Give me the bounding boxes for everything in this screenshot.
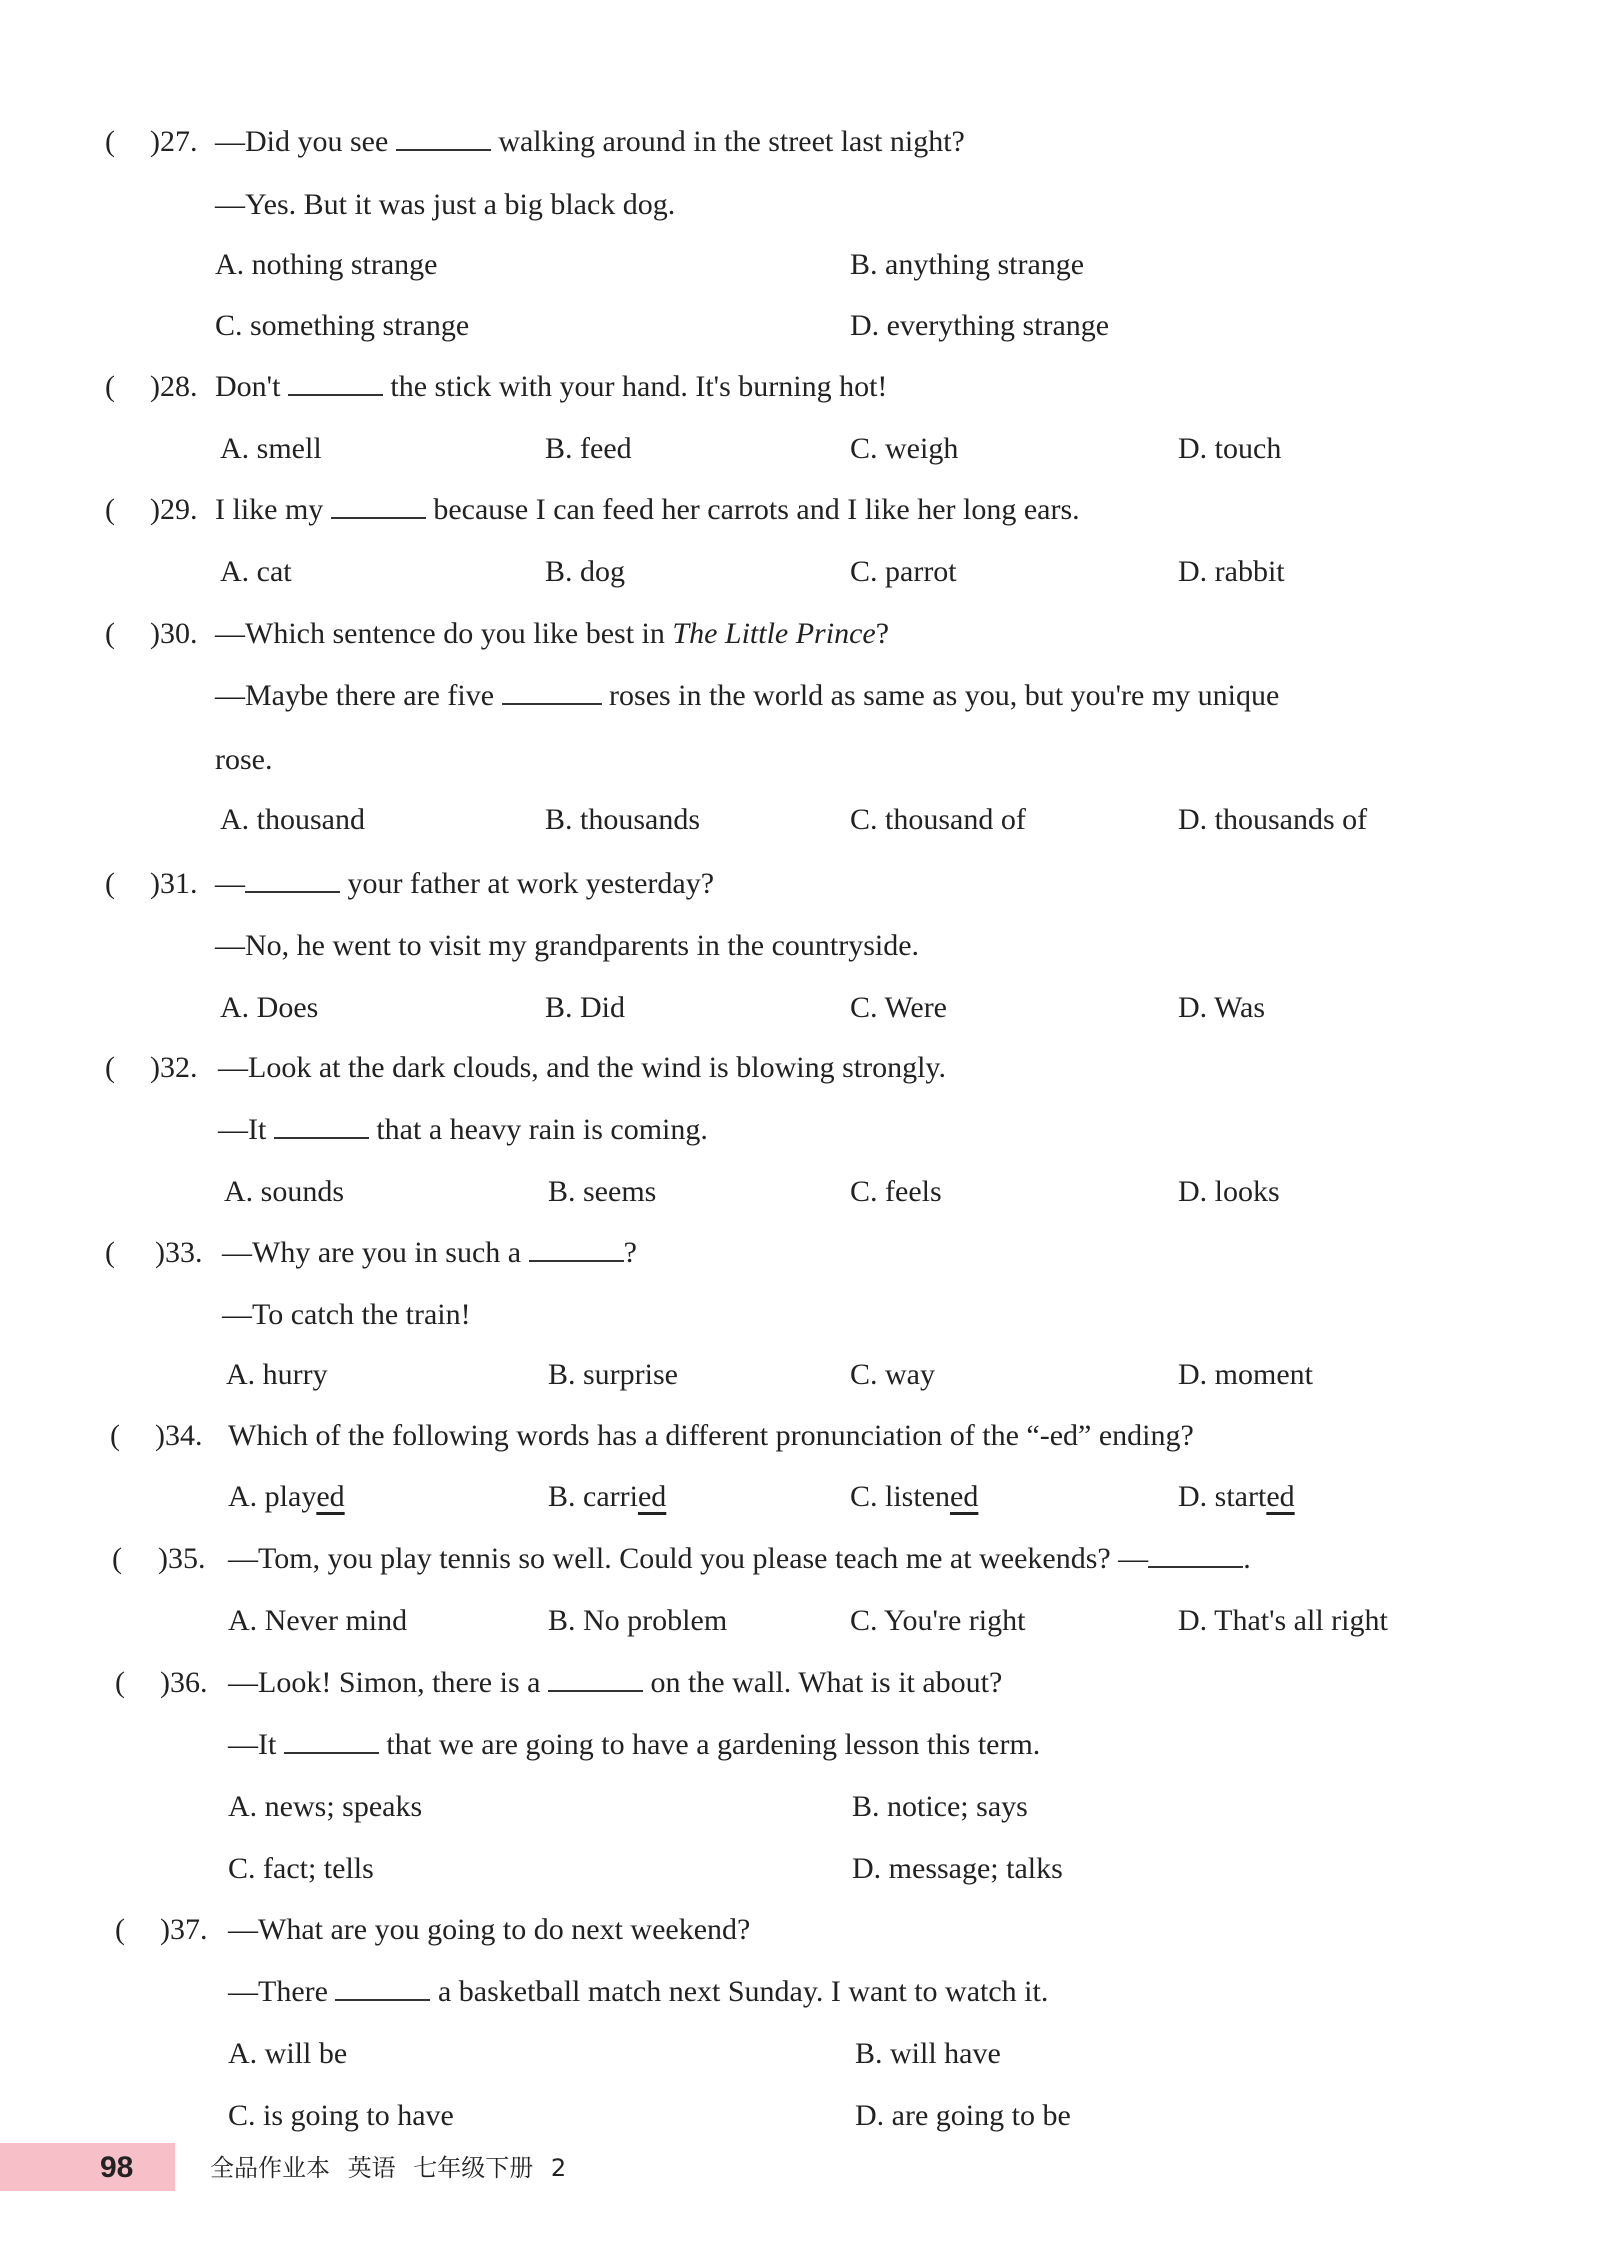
answer-blank xyxy=(288,368,383,396)
book-title-footer: 全品作业本 英语 七年级下册 2 xyxy=(210,2154,567,2182)
option-a[interactable]: A. played xyxy=(228,1480,345,1513)
question-stem: —It that a heavy rain is coming. xyxy=(218,1113,708,1146)
option-d[interactable]: D. That's all right xyxy=(1178,1604,1388,1637)
answer-paren[interactable]: ( xyxy=(115,1913,125,1946)
option-b[interactable]: B. feed xyxy=(545,432,632,465)
question-stem: —Why are you in such a ? xyxy=(222,1236,637,1269)
question-number: )30. xyxy=(150,617,198,650)
option-a[interactable]: A. smell xyxy=(220,432,322,465)
answer-paren[interactable]: ( xyxy=(105,1236,115,1269)
option-c[interactable]: C. listened xyxy=(850,1480,979,1513)
option-b[interactable]: B. will have xyxy=(855,2037,1001,2070)
option-c[interactable]: C. weigh xyxy=(850,432,959,465)
option-c[interactable]: C. You're right xyxy=(850,1604,1026,1637)
question-number: )37. xyxy=(160,1913,208,1946)
option-b[interactable]: B. seems xyxy=(548,1175,657,1208)
question-number: )31. xyxy=(150,867,198,900)
option-a[interactable]: A. Does xyxy=(220,991,319,1024)
option-a[interactable]: A. cat xyxy=(220,555,292,588)
question-stem: —Did you see walking around in the street last night? xyxy=(215,125,965,158)
option-b[interactable]: B. No problem xyxy=(548,1604,728,1637)
question-stem: —To catch the train! xyxy=(222,1298,471,1331)
option-a[interactable]: A. thousand xyxy=(220,803,365,836)
answer-blank xyxy=(331,491,426,519)
option-c[interactable]: C. fact; tells xyxy=(228,1852,374,1885)
option-c[interactable]: C. something strange xyxy=(215,309,470,342)
question-number: )28. xyxy=(150,370,198,403)
option-c[interactable]: C. Were xyxy=(850,991,948,1024)
answer-blank xyxy=(396,123,491,151)
question-number: )35. xyxy=(158,1542,206,1575)
answer-paren[interactable]: ( xyxy=(112,1542,122,1575)
answer-paren[interactable]: ( xyxy=(105,617,115,650)
option-a[interactable]: A. news; speaks xyxy=(228,1790,423,1823)
question-stem: —There a basketball match next Sunday. I want to watch it. xyxy=(228,1975,1049,2008)
question-stem: —What are you going to do next weekend? xyxy=(228,1913,751,1946)
option-c[interactable]: C. parrot xyxy=(850,555,957,588)
question-number: )36. xyxy=(160,1666,208,1699)
answer-blank xyxy=(335,1973,430,2001)
question-stem: —Yes. But it was just a big black dog. xyxy=(215,188,676,221)
question-number: )27. xyxy=(150,125,198,158)
answer-blank xyxy=(529,1234,624,1262)
answer-paren[interactable]: ( xyxy=(105,1051,115,1084)
option-d[interactable]: D. looks xyxy=(1178,1175,1280,1208)
question-stem: I like my because I can feed her carrots and I like her long ears. xyxy=(215,493,1080,526)
answer-paren[interactable]: ( xyxy=(105,867,115,900)
option-d[interactable]: D. everything strange xyxy=(850,309,1110,342)
question-stem: —Maybe there are five roses in the world as same as you, but you're my unique xyxy=(215,679,1280,712)
option-b[interactable]: B. dog xyxy=(545,555,626,588)
option-b[interactable]: B. notice; says xyxy=(852,1790,1028,1823)
answer-blank xyxy=(548,1664,643,1692)
answer-blank xyxy=(284,1726,379,1754)
option-b[interactable]: B. surprise xyxy=(548,1358,678,1391)
question-stem: —Tom, you play tennis so well. Could you please teach me at weekends? — . xyxy=(228,1542,1251,1575)
answer-blank xyxy=(245,865,340,893)
question-number: )32. xyxy=(150,1051,198,1084)
option-b[interactable]: B. thousands xyxy=(545,803,701,836)
question-stem: —No, he went to visit my grandparents in the countryside. xyxy=(215,929,920,962)
answer-paren[interactable]: ( xyxy=(105,125,115,158)
book-title: The Little Prince xyxy=(672,617,876,650)
question-stem: Don't the stick with your hand. It's burning hot! xyxy=(215,370,888,403)
option-a[interactable]: A. Never mind xyxy=(228,1604,408,1637)
question-number: )34. xyxy=(155,1419,203,1452)
option-c[interactable]: C. thousand of xyxy=(850,803,1026,836)
option-d[interactable]: D. touch xyxy=(1178,432,1282,465)
answer-paren[interactable]: ( xyxy=(105,370,115,403)
question-stem: —Which sentence do you like best in The Little Prince? xyxy=(215,617,890,650)
option-d[interactable]: D. thousands of xyxy=(1178,803,1368,836)
answer-paren[interactable]: ( xyxy=(115,1666,125,1699)
option-d[interactable]: D. started xyxy=(1178,1480,1295,1513)
option-a[interactable]: A. will be xyxy=(228,2037,348,2070)
option-d[interactable]: D. Was xyxy=(1178,991,1266,1024)
answer-blank xyxy=(502,677,602,705)
page-number: 98 xyxy=(100,2151,134,2184)
option-c[interactable]: C. is going to have xyxy=(228,2099,454,2132)
answer-paren[interactable]: ( xyxy=(110,1419,120,1452)
question-number: )29. xyxy=(150,493,198,526)
option-a[interactable]: A. sounds xyxy=(224,1175,345,1208)
question-stem: Which of the following words has a different pronunciation of the “-ed” ending? xyxy=(228,1419,1194,1452)
option-c[interactable]: C. way xyxy=(850,1358,935,1391)
option-a[interactable]: A. nothing strange xyxy=(215,248,438,281)
option-a[interactable]: A. hurry xyxy=(226,1358,328,1391)
question-stem: —Look! Simon, there is a on the wall. What is it about? xyxy=(228,1666,1003,1699)
option-c[interactable]: C. feels xyxy=(850,1175,942,1208)
option-d[interactable]: D. rabbit xyxy=(1178,555,1285,588)
option-d[interactable]: D. are going to be xyxy=(855,2099,1071,2132)
option-d[interactable]: D. message; talks xyxy=(852,1852,1063,1885)
question-stem: —It that we are going to have a gardening lesson this term. xyxy=(228,1728,1041,1761)
question-number: )33. xyxy=(155,1236,203,1269)
answer-paren[interactable]: ( xyxy=(105,493,115,526)
answer-blank xyxy=(1148,1540,1243,1568)
question-stem: rose. xyxy=(215,743,273,776)
option-b[interactable]: B. carried xyxy=(548,1480,667,1513)
option-b[interactable]: B. Did xyxy=(545,991,626,1024)
page-number-tab xyxy=(0,2143,175,2191)
option-d[interactable]: D. moment xyxy=(1178,1358,1313,1391)
question-stem: —Look at the dark clouds, and the wind is blowing strongly. xyxy=(218,1051,946,1084)
question-stem: — your father at work yesterday? xyxy=(215,867,715,900)
option-b[interactable]: B. anything strange xyxy=(850,248,1085,281)
answer-blank xyxy=(274,1111,369,1139)
